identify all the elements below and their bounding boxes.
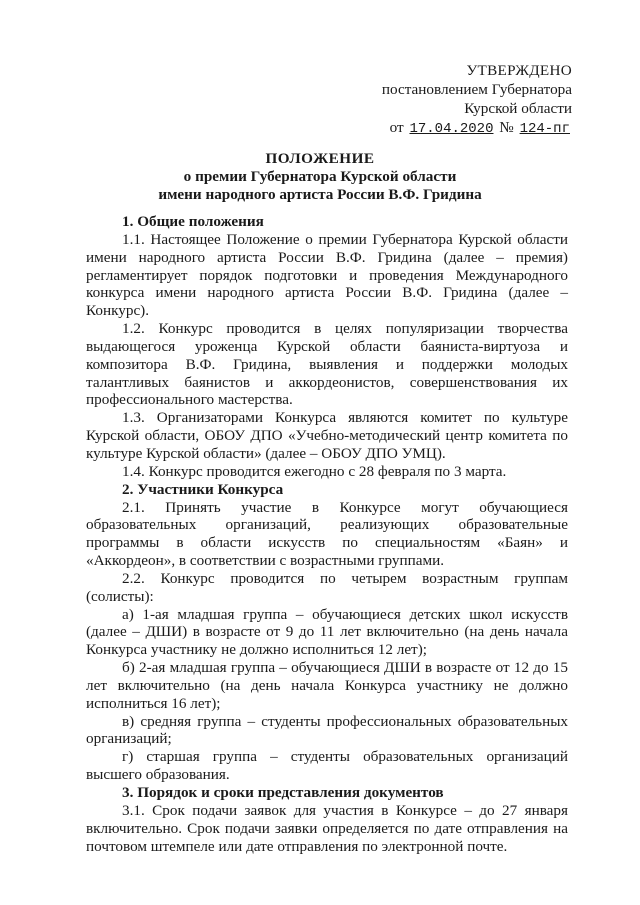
paragraph: 2.2. Конкурс проводится по четырем возрастным группам (солисты): [86,569,568,605]
title-main: ПОЛОЖЕНИЕ [265,150,375,167]
approval-line-1: постановлением Губернатора [381,81,572,98]
paragraph: 3.1. Срок подачи заявок для участия в Конкурсе – до 27 января включительно. Срок подачи заявки определяется по дате отправления на почтовом штемпеле или дате отправления по электронной почте. [86,801,568,855]
paragraph: 2.1. Принять участие в Конкурсе могут обучающиеся образовательных организаций, реализующих образовательные программы в области искусств по специальностям «Баян» и «Аккордеон», в соответствии с возрастными группами. [86,498,568,570]
date-prefix: от [389,119,404,136]
approval-title: УТВЕРЖДЕНО [466,62,572,79]
list-item: г) старшая группа – студенты образовательных организаций высшего образования. [86,748,568,784]
section-heading: 1. Общие положения [122,213,264,230]
document-title [0,150,640,204]
paragraph: 1.3. Организаторами Конкурса являются комитет по культуре Курской области, ОБОУ ДПО «Учебно-методический центр комитета по культуре Курской области» (далее – ОБОУ ДПО УМЦ). [86,409,568,462]
paragraph: 1.2. Конкурс проводится в целях популяризации творчества выдающегося уроженца Курской области баяниста-виртуоза и композитора В.Ф. Гридина, выявления и поддержки молодых талантливых баянистов и аккордеонистов, совершенствования их профессионального мастерства. [86,320,568,409]
paragraph: 1.1. Настоящее Положение о премии Губернатора Курской области имени народного артиста России В.Ф. Гридина (далее – премия) регламентирует порядок подготовки и проведения Международного конкурса имени народного артиста России В.Ф. Гридина (далее – Конкурс). [86,230,568,320]
title-subtitle-2: имени народного артиста России В.Ф. Гридина [158,186,482,203]
list-item: а) 1-ая младшая группа – обучающиеся детских школ искусств (далее – ДШИ) в возрасте от 9 до 11 лет включительно (на день начала Конкурса участнику не должно исполниться 12 лет); [86,605,568,659]
list-item: б) 2-ая младшая группа – обучающиеся ДШИ в возрасте от 12 до 15 лет включительно (на день начала Конкурса участнику не должно исполниться 16 лет); [86,659,568,712]
approval-date: 17.04.2020 [409,121,494,137]
paragraph: 1.4. Конкурс проводится ежегодно с 28 февраля по 3 марта. [122,462,507,480]
list-item: в) средняя группа – студенты профессиональных образовательных организаций; [86,712,568,748]
section-heading: 3. Порядок и сроки представления документов [122,784,444,801]
title-subtitle-1: о премии Губернатора Курской области [183,168,457,185]
approval-line-2: Курской области [464,100,572,117]
document-body [86,213,568,855]
approval-stamp [372,61,572,139]
number-prefix: № [499,119,514,136]
approval-number: 124-пг [519,121,570,137]
section-heading: 2. Участники Конкурса [122,480,284,498]
approval-date-row [372,118,572,139]
